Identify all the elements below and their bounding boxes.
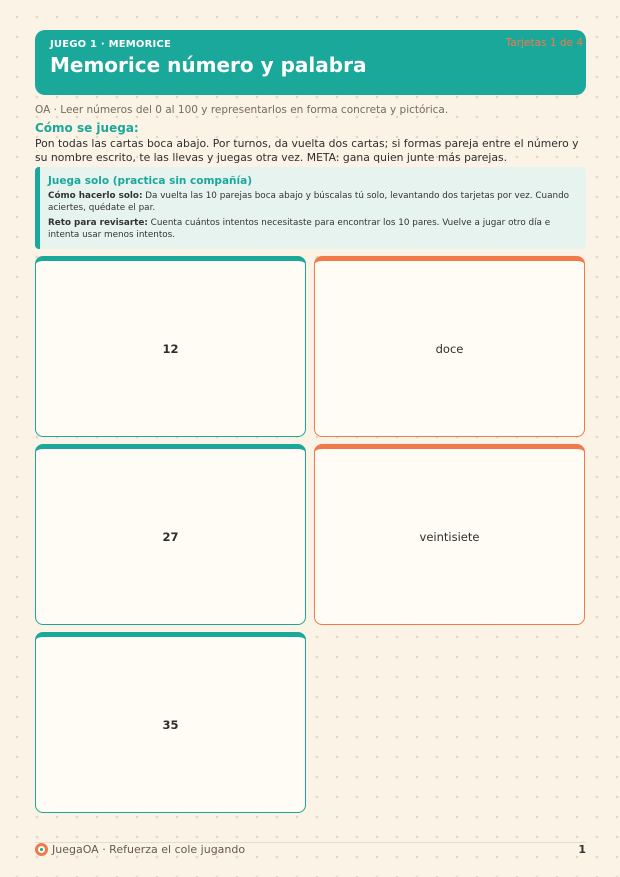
number-card[interactable] [35,632,306,813]
card-word: veintisiete [419,529,480,544]
cards-tag: Tarjetas 1 de 4 [505,37,583,49]
learning-objective: OA · Leer números del 0 al 100 y representarlos en forma concreta y pictórica. [35,104,449,116]
how-to-play-title: Cómo se juega: [35,121,139,135]
brand-logo-icon [35,843,48,856]
how-to-play-text: Pon todas las cartas boca abajo. Por turnos, da vuelta dos cartas; si formas pareja entre el número y su nombre escrito, te las llevas y juegas otra vez. META: gana quien junte más parejas. [35,137,579,164]
word-card[interactable] [314,444,585,625]
header-banner [35,30,586,95]
card-number: 35 [162,717,179,732]
footer-brand: JuegaOA · Refuerza el cole jugando [52,843,246,856]
card-number: 12 [162,341,179,356]
game-kicker: JUEGO 1 · MEMORICE [50,39,172,50]
solo-title: Juega solo (practica sin compañía) [48,175,252,187]
card-number: 27 [162,529,179,544]
footer [35,843,586,856]
solo-challenge [48,217,576,241]
solo-how-text: Da vuelta las 10 parejas boca abajo y búscalas tú solo, levantando dos tarjetas por vez. Cuando aciertes, quédate el par. [48,191,570,213]
page-number: 1 [578,843,586,856]
card-word: doce [435,341,464,356]
solo-challenge-label: Reto para revisarte: [48,218,148,228]
page-title: Memorice número y palabra [50,53,367,77]
number-card[interactable] [35,444,306,625]
solo-how [48,190,576,214]
solo-play-box [35,167,586,249]
number-card[interactable] [35,256,306,437]
solo-how-label: Cómo hacerlo solo: [48,191,143,201]
word-card[interactable] [314,256,585,437]
solo-challenge-text: Cuenta cuántos intentos necesitaste para encontrar los 10 pares. Vuelve a jugar otro día e intenta usar menos intentos. [48,218,551,240]
